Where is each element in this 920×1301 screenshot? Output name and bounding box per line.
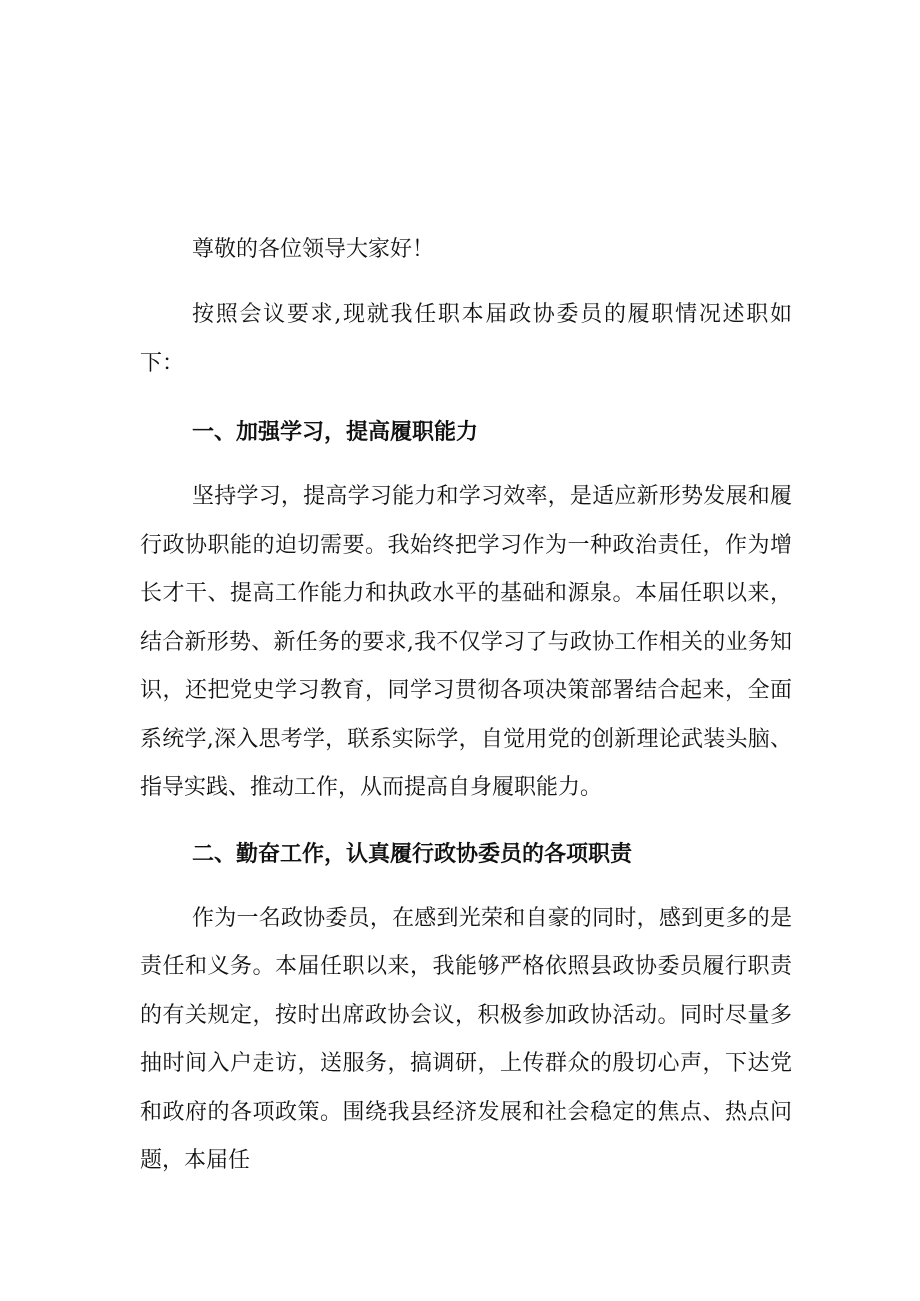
section-body-2: 作为一名政协委员，在感到光荣和自豪的同时，感到更多的是责任和义务。本届任职以来，我能够严格依照县政协委员履行职责的有关规定，按时出席政协会议，积极参加政协活动。同时尽量多抽时间入户走访，送服务，搞调研，上传群众的殷切心声，下达党和政府的各项政策。围绕我县经济发展和社会稳定的焦点、热点问题，本届任: [140, 905, 792, 1173]
spacer: [140, 388, 792, 408]
section-heading-1: 一、加强学习，提高履职能力: [192, 419, 479, 445]
intro-paragraph: 按照会议要求,现就我任职本届政协委员的履职情况述职如下：: [140, 302, 792, 376]
document-body: [140, 226, 792, 1186]
spacer: [140, 878, 792, 895]
spacer: [140, 274, 792, 291]
spacer: [140, 456, 792, 473]
section-heading-2: 二、勤奋工作，认真履行政协委员的各项职责: [192, 840, 633, 867]
greeting-line: 尊敬的各位领导大家好！: [192, 237, 435, 262]
spacer: [140, 813, 792, 830]
section-body-1: 坚持学习，提高学习能力和学习效率，是适应新形势发展和履行政协职能的迫切需要。我始终把学习作为一种政治责任，作为增长才干、提高工作能力和执政水平的基础和源泉。本届任职以来，结合新形势、新任务的要求,我不仅学习了与政协工作相关的业务知识，还把党史学习教育，同学习贯彻各项决策部署结合起来，全面系统学,深入思考学，联系实际学，自觉用党的创新理论武装头脑、指导实践、推动工作，从而提高自身履职能力。: [140, 484, 792, 800]
